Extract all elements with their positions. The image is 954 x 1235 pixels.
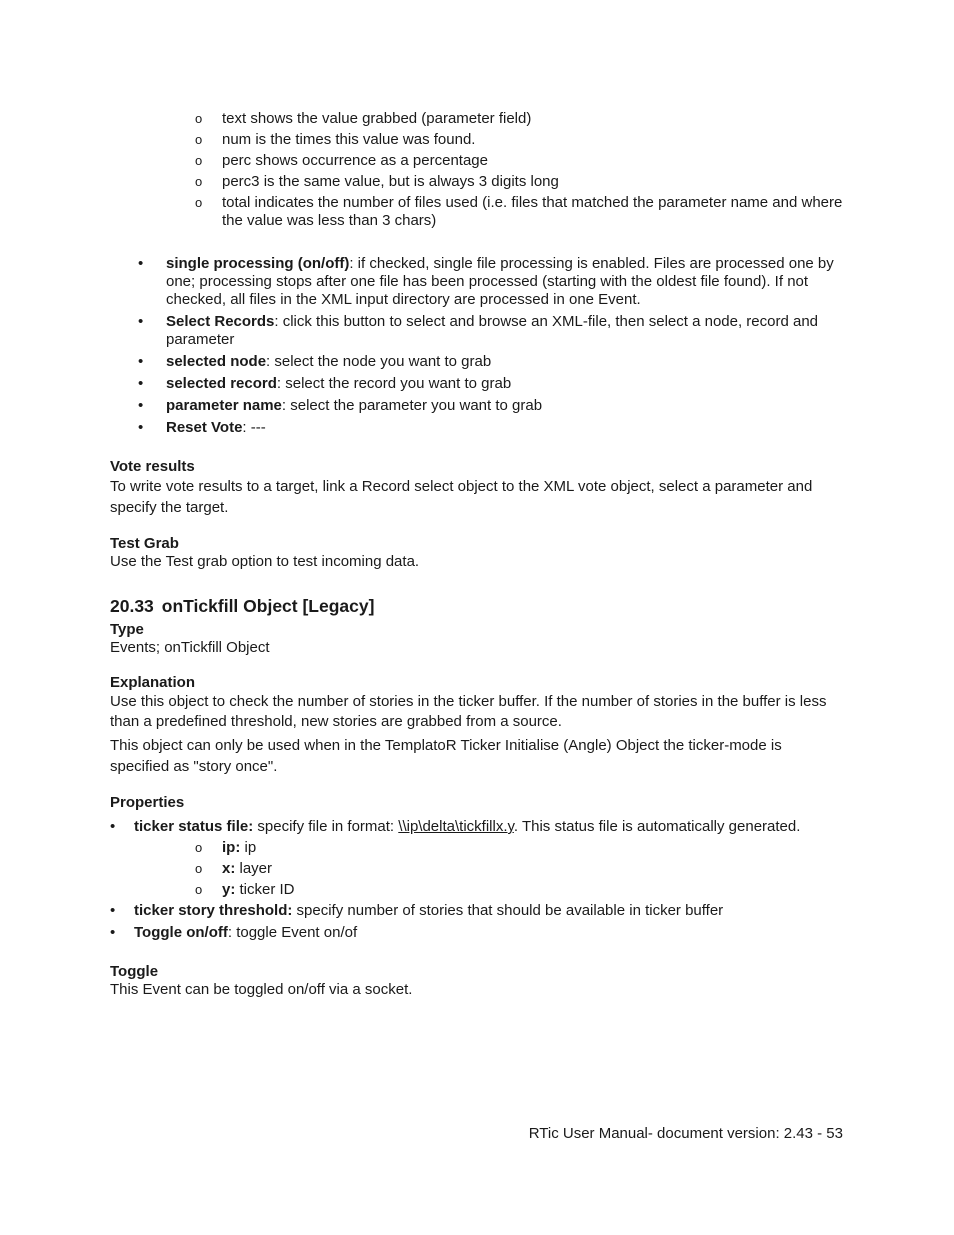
bullet-icon: • <box>110 818 116 835</box>
page-footer: RTic User Manual- document version: 2.43 - 53 <box>528 1125 843 1142</box>
list-item: o num is the times this value was found. <box>195 131 476 148</box>
test-grab-text: Use the Test grab option to test incoming data. <box>110 553 420 570</box>
circle-bullet-icon: o <box>195 195 203 210</box>
section-heading <box>110 595 845 617</box>
bullet-icon: • <box>138 419 144 436</box>
list-item: • parameter name: select the parameter you want to grab <box>138 397 543 414</box>
list-item: • selected node: select the node you want to grab <box>138 353 492 370</box>
bullet-icon: • <box>110 924 116 941</box>
test-grab-heading: Test Grab <box>110 535 179 552</box>
properties-heading: Properties <box>110 794 185 811</box>
bullet-icon: • <box>110 902 116 919</box>
settings-bullet-list <box>110 255 845 437</box>
vote-results-text: To write vote results to a target, link a Record select object to the XML vote object, select a parameter and specify the target. <box>110 478 813 516</box>
circle-bullet-icon: o <box>195 153 203 168</box>
section-number: 20.33 <box>110 596 154 616</box>
explanation-heading: Explanation <box>110 674 196 691</box>
toggle-text: This Event can be toggled on/off via a socket. <box>110 981 413 998</box>
circle-bullet-icon: o <box>195 174 203 189</box>
bullet-icon: • <box>138 375 144 392</box>
vote-results-heading: Vote results <box>110 458 195 475</box>
circle-bullet-icon: o <box>195 861 203 876</box>
toggle-heading: Toggle <box>110 963 159 980</box>
type-heading: Type <box>110 621 144 638</box>
value-fields-sublist <box>110 110 845 230</box>
list-item: • Reset Vote: --- <box>138 419 266 436</box>
list-item: o x: layer <box>195 860 273 877</box>
list-item: o ip: ip <box>195 839 257 856</box>
bullet-icon: • <box>138 255 144 272</box>
circle-bullet-icon: o <box>195 111 203 126</box>
list-item: • Select Records: click this button to select and browse an XML-file, then select a node, record and parameter <box>138 313 819 348</box>
page-content <box>110 110 845 999</box>
explanation-paragraph: This object can only be used when in the TemplatoR Ticker Initialise (Angle) Object the ticker-mode is specified as "story once". <box>110 737 782 775</box>
list-item: • Toggle on/off: toggle Event on/of <box>110 924 358 941</box>
status-file-sublist <box>110 839 845 899</box>
list-item: o text shows the value grabbed (parameter field) <box>195 110 532 127</box>
section-title: onTickfill Object [Legacy] <box>161 596 375 616</box>
type-text: Events; onTickfill Object <box>110 639 270 656</box>
explanation-paragraph: Use this object to check the number of stories in the ticker buffer. If the number of stories in the buffer is less than a predefined threshold, new stories are grabbed from a source. <box>110 693 827 730</box>
list-item: • selected record: select the record you want to grab <box>138 375 512 392</box>
circle-bullet-icon: o <box>195 840 203 855</box>
list-item: o perc3 is the same value, but is always 3 digits long <box>195 173 559 190</box>
circle-bullet-icon: o <box>195 882 203 897</box>
bullet-icon: • <box>138 397 144 414</box>
list-item: • ticker story threshold: specify number of stories that should be available in ticker buffer <box>110 902 724 919</box>
bullet-icon: • <box>138 353 144 370</box>
list-item: • ticker status file: specify file in format: \\ip\delta\tickfillx.y. This status file is automatically generated. <box>110 818 801 835</box>
bullet-icon: • <box>138 313 144 330</box>
status-file-path-link[interactable]: \\ip\delta\tickfillx.y <box>398 818 514 835</box>
list-item: • single processing (on/off): if checked, single file processing is enabled. Files are processed one by one; processing stops after one file has been processed (starting with the oldest file found). If not checked, all files in the XML input directory are processed in one Event. <box>138 255 834 308</box>
properties-list <box>110 818 845 836</box>
list-item: o total indicates the number of files used (i.e. files that matched the parameter name and where the value was less than 3 chars) <box>195 194 843 229</box>
circle-bullet-icon: o <box>195 132 203 147</box>
properties-list <box>110 902 845 942</box>
list-item: o y: ticker ID <box>195 881 295 898</box>
list-item: o perc shows occurrence as a percentage <box>195 152 488 169</box>
